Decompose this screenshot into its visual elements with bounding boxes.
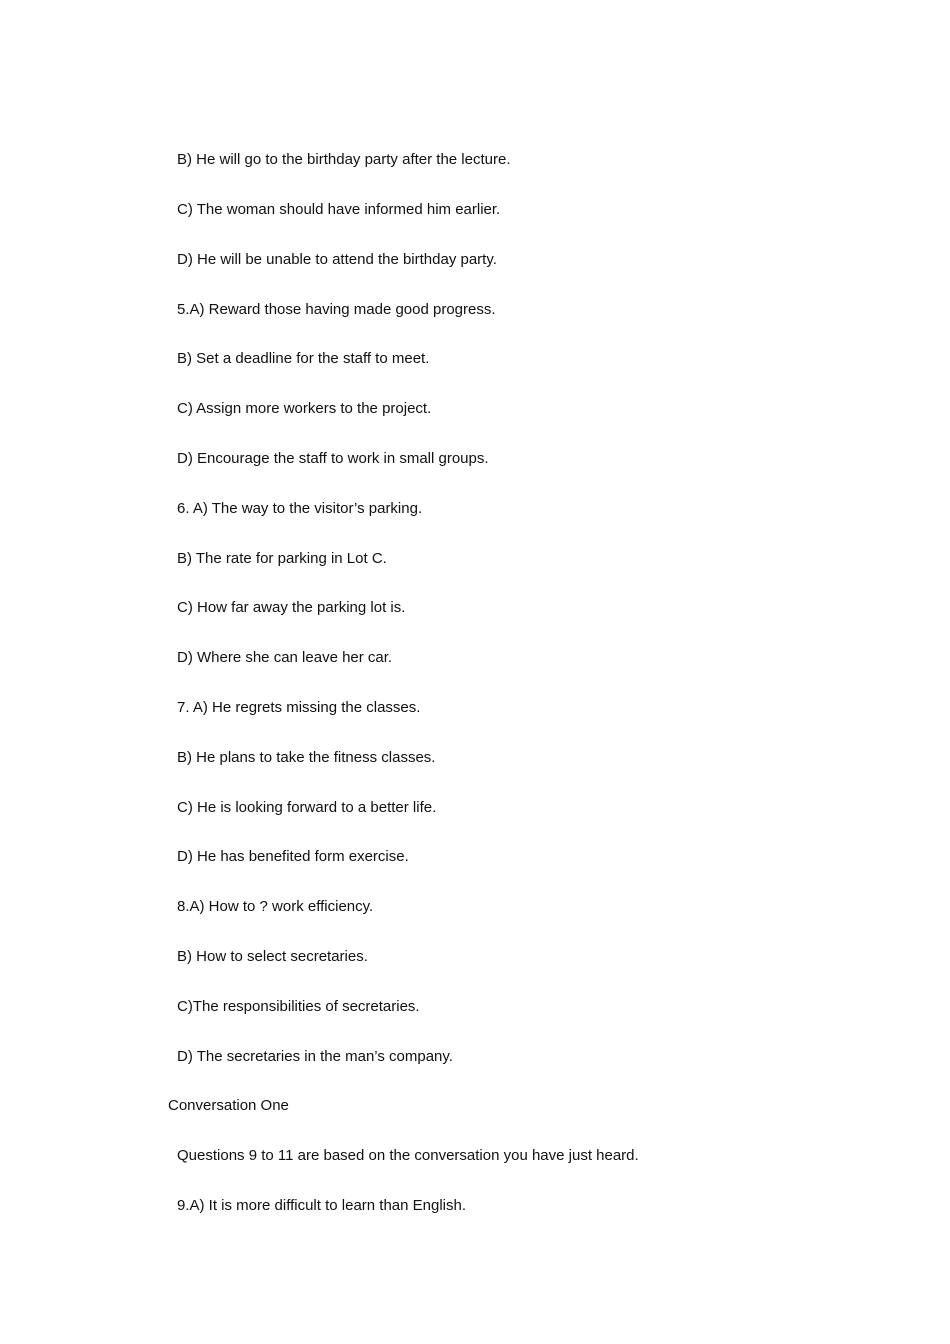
option-line: B) He will go to the birthday party after the lecture. <box>177 151 511 168</box>
question-line: 6. A) The way to the visitor’s parking. <box>177 500 423 517</box>
question-line: 5.A) Reward those having made good progress. <box>177 301 496 318</box>
section-heading: Conversation One <box>168 1097 289 1114</box>
option-line: D) He has benefited form exercise. <box>177 848 409 865</box>
option-line: B) How to select secretaries. <box>177 948 368 965</box>
option-line: C) He is looking forward to a better life. <box>177 799 437 816</box>
option-line: D) He will be unable to attend the birthday party. <box>177 251 497 268</box>
option-line: C) The woman should have informed him earlier. <box>177 201 501 218</box>
option-line: B) The rate for parking in Lot C. <box>177 550 387 567</box>
option-line: C) How far away the parking lot is. <box>177 599 406 616</box>
question-line: 7. A) He regrets missing the classes. <box>177 699 421 716</box>
instruction-line: Questions 9 to 11 are based on the conversation you have just heard. <box>177 1147 639 1164</box>
option-line: D) The secretaries in the man’s company. <box>177 1048 453 1065</box>
option-line: B) He plans to take the fitness classes. <box>177 749 436 766</box>
option-line: B) Set a deadline for the staff to meet. <box>177 350 430 367</box>
option-line: C)The responsibilities of secretaries. <box>177 998 420 1015</box>
question-line: 8.A) How to ? work efficiency. <box>177 898 374 915</box>
option-line: D) Encourage the staff to work in small groups. <box>177 450 489 467</box>
question-line: 9.A) It is more difficult to learn than English. <box>177 1197 467 1214</box>
option-line: D) Where she can leave her car. <box>177 649 393 666</box>
option-line: C) Assign more workers to the project. <box>177 400 432 417</box>
